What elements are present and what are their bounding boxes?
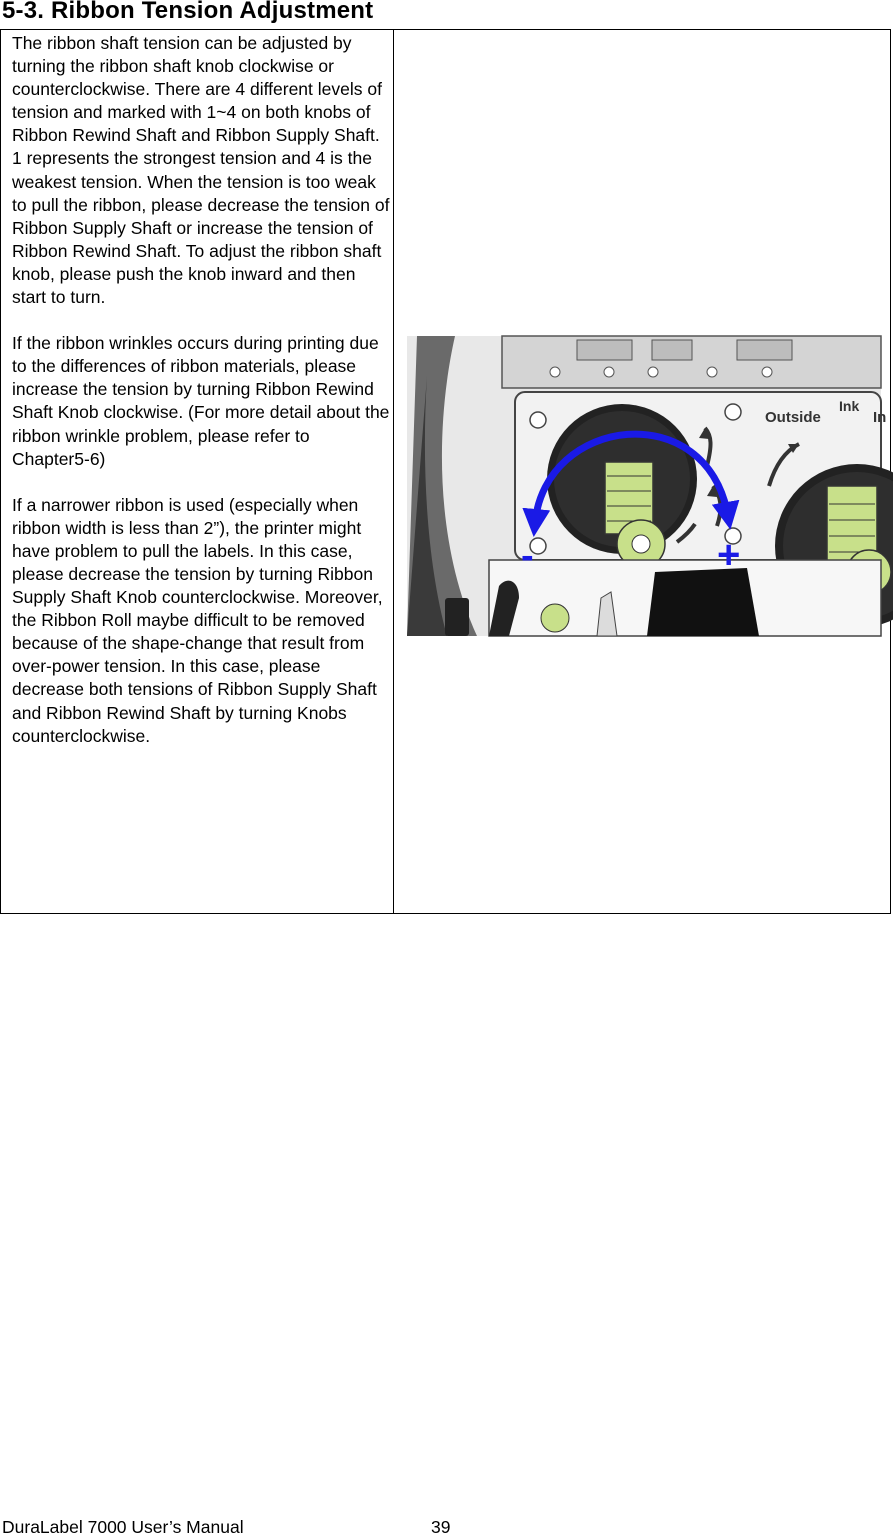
footer-page-number: 39 xyxy=(431,1517,451,1537)
content-table xyxy=(0,29,891,914)
ribbon-shaft-illustration xyxy=(407,336,887,636)
paragraph-tension-overview: The ribbon shaft tension can be adjusted by turning the ribbon shaft knob clockwise or counterclockwise. There are 4 different levels of tension and marked with 1~4 on both knobs of Ribbon Rewind Shaft and Ribbon Supply Shaft. 1 represents the strongest tension and 4 is the weakest tension. When the tension is too weak to pull the ribbon, please decrease the tension of Ribbon Supply Shaft or increase the tension of Ribbon Rewind Shaft. To adjust the ribbon shaft knob, please push the knob inward and then start to turn. xyxy=(12,33,390,308)
table-column-divider xyxy=(393,30,394,913)
plus-sign: + xyxy=(717,533,741,577)
instructions-cell xyxy=(12,32,392,748)
label-outside: Outside xyxy=(765,409,821,426)
footer-manual-title: DuraLabel 7000 User’s Manual xyxy=(2,1517,244,1537)
paragraph-narrow-ribbon: If a narrower ribbon is used (especially when ribbon width is less than 2”), the printer might have problem to pull the labels. In this case, please decrease the tension by turning Ribbon Supply Shaft Knob counterclockwise. Moreover, the Ribbon Roll maybe difficult to be removed because of the shape-change that result from over-power tension. In this case, please decrease both tensions of Ribbon Supply Shaft and Ribbon Rewind Shaft by turning Knobs counterclockwise. xyxy=(12,494,383,746)
minus-sign: - xyxy=(521,535,534,577)
label-ink: Ink xyxy=(839,398,860,414)
platen-pad xyxy=(647,568,759,636)
section-heading: 5-3. Ribbon Tension Adjustment xyxy=(2,0,374,24)
paragraph-ribbon-wrinkle: If the ribbon wrinkles occurs during printing due to the differences of ribbon materials, please increase the tension by turning Ribbon Rewind Shaft Knob clockwise. (For more detail about the ribbon wrinkle problem, please refer to Chapter5-6) xyxy=(12,333,390,469)
label-in: In xyxy=(873,409,887,426)
ribbon-shaft-figure xyxy=(407,336,887,636)
